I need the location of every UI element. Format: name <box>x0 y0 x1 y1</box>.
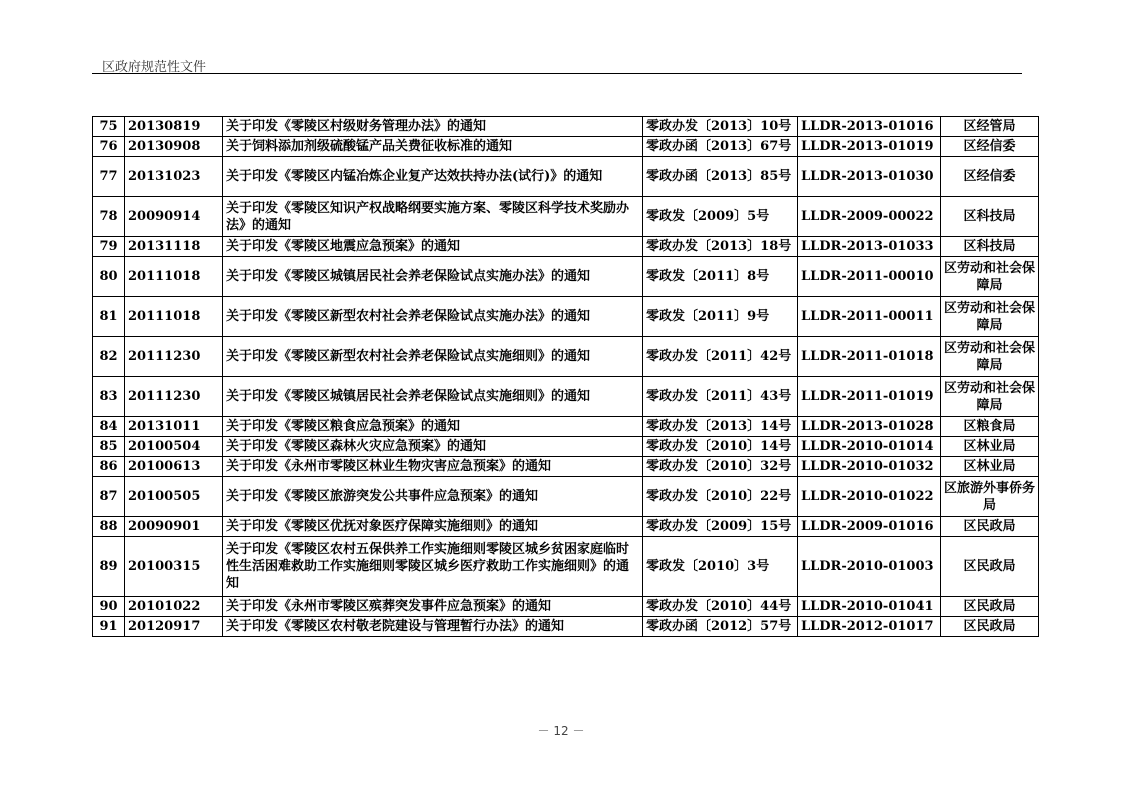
date-cell: 20100315 <box>125 537 223 597</box>
department-cell: 区劳动和社会保障局 <box>941 377 1039 417</box>
table-row <box>93 437 1039 457</box>
registration-number-cell: LLDR-2011-01018 <box>798 337 941 377</box>
department-cell: 区科技局 <box>941 197 1039 237</box>
title-cell: 关于印发《零陵区地震应急预案》的通知 <box>223 237 643 257</box>
row-number-cell: 91 <box>93 617 125 637</box>
table-row <box>93 137 1039 157</box>
registration-number-cell: LLDR-2010-01003 <box>798 537 941 597</box>
row-number-cell: 87 <box>93 477 125 517</box>
date-cell: 20100613 <box>125 457 223 477</box>
date-cell: 20130908 <box>125 137 223 157</box>
date-cell: 20111230 <box>125 377 223 417</box>
department-cell: 区民政局 <box>941 537 1039 597</box>
title-cell: 关于印发《零陵区优抚对象医疗保障实施细则》的通知 <box>223 517 643 537</box>
date-cell: 20111018 <box>125 297 223 337</box>
row-number-cell: 86 <box>93 457 125 477</box>
row-number-cell: 82 <box>93 337 125 377</box>
row-number-cell: 83 <box>93 377 125 417</box>
table-row <box>93 157 1039 197</box>
table-row <box>93 117 1039 137</box>
registration-number-cell: LLDR-2009-01016 <box>798 517 941 537</box>
document-number-cell: 零政办发〔2010〕22号 <box>643 477 798 517</box>
registration-number-cell: LLDR-2009-00022 <box>798 197 941 237</box>
date-cell: 20131118 <box>125 237 223 257</box>
table-row <box>93 197 1039 237</box>
document-number-cell: 零政办发〔2013〕10号 <box>643 117 798 137</box>
row-number-cell: 76 <box>93 137 125 157</box>
title-cell: 关于印发《零陵区新型农村社会养老保险试点实施办法》的通知 <box>223 297 643 337</box>
document-number-cell: 零政办函〔2012〕57号 <box>643 617 798 637</box>
title-cell: 关于印发《零陵区内锰冶炼企业复产达效扶持办法(试行)》的通知 <box>223 157 643 197</box>
row-number-cell: 90 <box>93 597 125 617</box>
row-number-cell: 81 <box>93 297 125 337</box>
document-number-cell: 零政发〔2011〕8号 <box>643 257 798 297</box>
department-cell: 区劳动和社会保障局 <box>941 257 1039 297</box>
date-cell: 20131011 <box>125 417 223 437</box>
document-number-cell: 零政办发〔2010〕14号 <box>643 437 798 457</box>
row-number-cell: 80 <box>93 257 125 297</box>
document-number-cell: 零政办发〔2009〕15号 <box>643 517 798 537</box>
registration-number-cell: LLDR-2013-01016 <box>798 117 941 137</box>
registration-number-cell: LLDR-2011-01019 <box>798 377 941 417</box>
registration-number-cell: LLDR-2010-01032 <box>798 457 941 477</box>
title-cell: 关于印发《零陵区城镇居民社会养老保险试点实施细则》的通知 <box>223 377 643 417</box>
title-cell: 关于印发《零陵区新型农村社会养老保险试点实施细则》的通知 <box>223 337 643 377</box>
title-cell: 关于印发《零陵区村级财务管理办法》的通知 <box>223 117 643 137</box>
department-cell: 区民政局 <box>941 517 1039 537</box>
document-number-cell: 零政发〔2009〕5号 <box>643 197 798 237</box>
title-cell: 关于印发《零陵区旅游突发公共事件应急预案》的通知 <box>223 477 643 517</box>
document-number-cell: 零政办发〔2013〕14号 <box>643 417 798 437</box>
page-number: － 12 － <box>537 724 585 738</box>
date-cell: 20111018 <box>125 257 223 297</box>
table-row <box>93 337 1039 377</box>
table-row <box>93 417 1039 437</box>
page-header-title: 区政府规范性文件 <box>102 60 207 75</box>
document-number-cell: 零政办发〔2011〕42号 <box>643 337 798 377</box>
table-row <box>93 457 1039 477</box>
table-row <box>93 597 1039 617</box>
department-cell: 区民政局 <box>941 617 1039 637</box>
registration-number-cell: LLDR-2013-01033 <box>798 237 941 257</box>
department-cell: 区科技局 <box>941 237 1039 257</box>
registration-number-cell: LLDR-2012-01017 <box>798 617 941 637</box>
registration-number-cell: LLDR-2010-01041 <box>798 597 941 617</box>
row-number-cell: 84 <box>93 417 125 437</box>
document-number-cell: 零政办发〔2010〕44号 <box>643 597 798 617</box>
department-cell: 区经管局 <box>941 117 1039 137</box>
row-number-cell: 89 <box>93 537 125 597</box>
documents-table <box>92 116 1039 637</box>
title-cell: 关于印发《零陵区森林火灾应急预案》的通知 <box>223 437 643 457</box>
row-number-cell: 75 <box>93 117 125 137</box>
registration-number-cell: LLDR-2010-01014 <box>798 437 941 457</box>
date-cell: 20130819 <box>125 117 223 137</box>
documents-table-body <box>93 117 1039 637</box>
row-number-cell: 85 <box>93 437 125 457</box>
title-cell: 关于印发《零陵区粮食应急预案》的通知 <box>223 417 643 437</box>
department-cell: 区经信委 <box>941 157 1039 197</box>
table-row <box>93 477 1039 517</box>
date-cell: 20090914 <box>125 197 223 237</box>
table-row <box>93 297 1039 337</box>
table-row <box>93 237 1039 257</box>
date-cell: 20120917 <box>125 617 223 637</box>
table-row <box>93 537 1039 597</box>
date-cell: 20100505 <box>125 477 223 517</box>
registration-number-cell: LLDR-2011-00011 <box>798 297 941 337</box>
department-cell: 区林业局 <box>941 437 1039 457</box>
title-cell: 关于印发《零陵区城镇居民社会养老保险试点实施办法》的通知 <box>223 257 643 297</box>
department-cell: 区劳动和社会保障局 <box>941 337 1039 377</box>
title-cell: 关于印发《零陵区农村敬老院建设与管理暂行办法》的通知 <box>223 617 643 637</box>
table-row <box>93 517 1039 537</box>
title-cell: 关于印发《永州市零陵区林业生物灾害应急预案》的通知 <box>223 457 643 477</box>
document-number-cell: 零政发〔2010〕3号 <box>643 537 798 597</box>
table-row <box>93 377 1039 417</box>
document-number-cell: 零政办发〔2010〕32号 <box>643 457 798 477</box>
date-cell: 20100504 <box>125 437 223 457</box>
row-number-cell: 78 <box>93 197 125 237</box>
document-number-cell: 零政发〔2011〕9号 <box>643 297 798 337</box>
row-number-cell: 79 <box>93 237 125 257</box>
department-cell: 区民政局 <box>941 597 1039 617</box>
title-cell: 关于印发《零陵区知识产权战略纲要实施方案、零陵区科学技术奖励办法》的通知 <box>223 197 643 237</box>
document-number-cell: 零政办发〔2011〕43号 <box>643 377 798 417</box>
date-cell: 20111230 <box>125 337 223 377</box>
registration-number-cell: LLDR-2013-01030 <box>798 157 941 197</box>
table-row <box>93 617 1039 637</box>
registration-number-cell: LLDR-2011-00010 <box>798 257 941 297</box>
date-cell: 20131023 <box>125 157 223 197</box>
table-row <box>93 257 1039 297</box>
header-divider <box>92 73 1022 74</box>
title-cell: 关于印发《永州市零陵区殡葬突发事件应急预案》的通知 <box>223 597 643 617</box>
document-number-cell: 零政办函〔2013〕67号 <box>643 137 798 157</box>
department-cell: 区林业局 <box>941 457 1039 477</box>
registration-number-cell: LLDR-2010-01022 <box>798 477 941 517</box>
title-cell: 关于印发《零陵区农村五保供养工作实施细则零陵区城乡贫困家庭临时性生活困难救助工作实施细则零陵区城乡医疗救助工作实施细则》的通知 <box>223 537 643 597</box>
registration-number-cell: LLDR-2013-01028 <box>798 417 941 437</box>
row-number-cell: 88 <box>93 517 125 537</box>
department-cell: 区劳动和社会保障局 <box>941 297 1039 337</box>
registration-number-cell: LLDR-2013-01019 <box>798 137 941 157</box>
date-cell: 20090901 <box>125 517 223 537</box>
document-number-cell: 零政办函〔2013〕85号 <box>643 157 798 197</box>
department-cell: 区粮食局 <box>941 417 1039 437</box>
row-number-cell: 77 <box>93 157 125 197</box>
date-cell: 20101022 <box>125 597 223 617</box>
department-cell: 区经信委 <box>941 137 1039 157</box>
department-cell: 区旅游外事侨务局 <box>941 477 1039 517</box>
title-cell: 关于饲料添加剂级硫酸锰产品关费征收标准的通知 <box>223 137 643 157</box>
document-number-cell: 零政办发〔2013〕18号 <box>643 237 798 257</box>
